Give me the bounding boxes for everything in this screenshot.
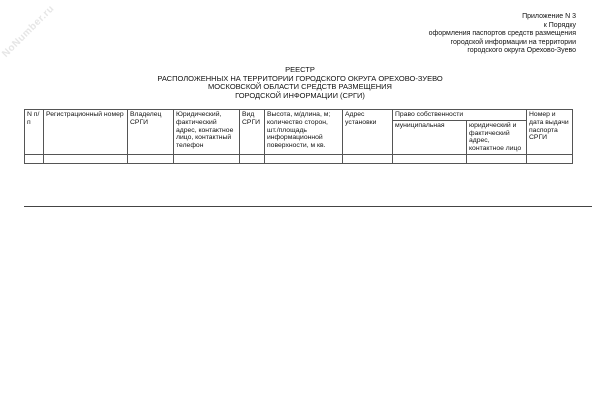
table-cell <box>467 154 527 163</box>
title-line: МОСКОВСКОЙ ОБЛАСТИ СРЕДСТВ РАЗМЕЩЕНИЯ <box>208 82 392 92</box>
watermark: NoNumber.ru <box>0 3 57 60</box>
header-install-address: Адрес установки <box>343 110 393 155</box>
table-cell <box>343 154 393 163</box>
table-cell <box>527 154 573 163</box>
table-cell <box>393 154 467 163</box>
appendix-line: к Порядку <box>543 21 576 29</box>
table-cell <box>128 154 174 163</box>
table-cell <box>44 154 128 163</box>
header-ownership: Право собственности <box>393 110 527 121</box>
appendix-line: Приложение N 3 <box>522 13 576 20</box>
appendix-line: городского округа Орехово-Зуево <box>467 47 576 55</box>
header-reg-number: Регистрационный номер <box>44 110 128 155</box>
table-row <box>25 154 573 163</box>
page-divider <box>24 206 592 207</box>
appendix-line: городской информации на территории <box>450 38 576 46</box>
table-cell <box>240 154 265 163</box>
table-cell <box>174 154 240 163</box>
header-legal-entity: юридический и фактический адрес, контактное лицо <box>467 120 527 154</box>
table-cell <box>265 154 343 163</box>
appendix-note <box>429 13 576 56</box>
header-number: N п/п <box>25 110 44 155</box>
document-title <box>0 66 600 100</box>
registry-table <box>24 109 573 164</box>
header-municipal: муниципальная <box>393 120 467 154</box>
title-line: ГОРОДСКОЙ ИНФОРМАЦИИ (СРГИ) <box>235 90 365 100</box>
header-owner: Владелец СРГИ <box>128 110 174 155</box>
header-dimensions: Высота, м/длина, м; количество сторон, шт./площадь информационной поверхности, м кв. <box>265 110 343 155</box>
header-passport: Номер и дата выдачи паспорта СРГИ <box>527 110 573 155</box>
header-type: Вид СРГИ <box>240 110 265 155</box>
table-header-row <box>25 110 573 121</box>
header-legal-address: Юридический, фактический адрес, контактное лицо, контактный телефон <box>174 110 240 155</box>
appendix-line: оформления паспортов средств размещения <box>428 30 576 38</box>
title-line: РЕЕСТР <box>285 65 315 74</box>
table-cell <box>25 154 44 163</box>
title-line: РАСПОЛОЖЕННЫХ НА ТЕРРИТОРИИ ГОРОДСКОГО ОКРУГА ОРЕХОВО-ЗУЕВО <box>157 73 443 83</box>
